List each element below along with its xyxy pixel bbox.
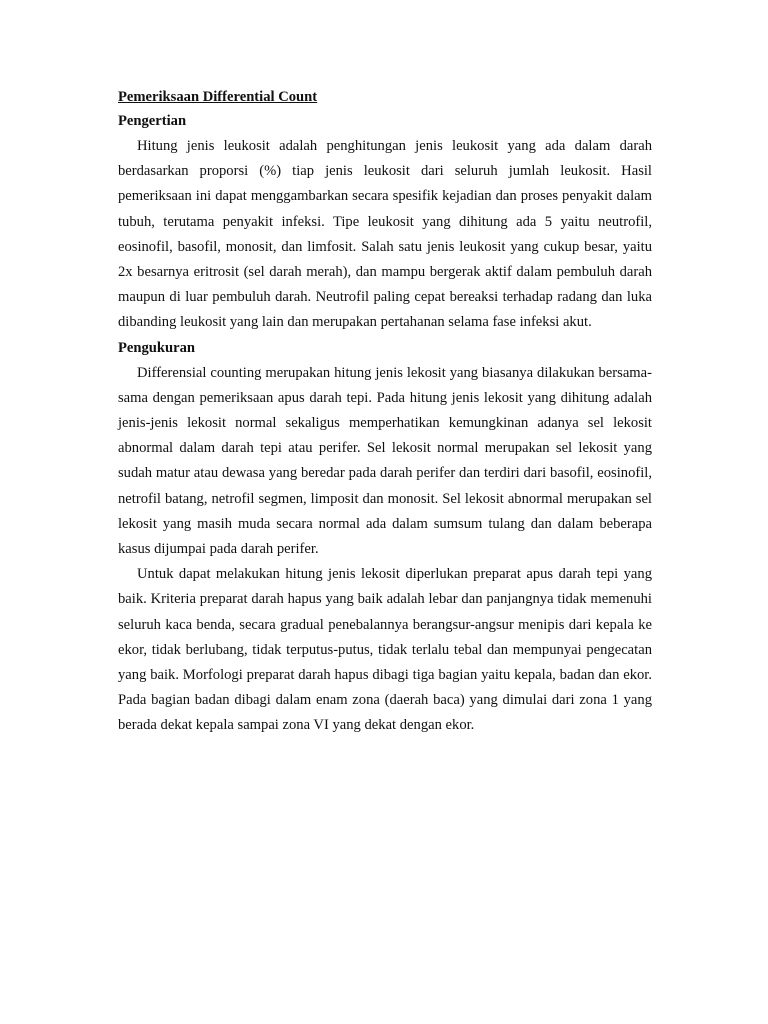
paragraph: Differensial counting merupakan hitung jenis lekosit yang biasanya dilakukan bersama-sama dengan pemeriksaan apus darah tepi. Pada hitung jenis lekosit yang dihitung adalah jenis-jenis lekosit normal sekaligus memperhatikan kemungkinan adanya sel lekosit abnormal dalam darah tepi atau perifer. Sel lekosit normal merupakan sel lekosit yang sudah matur atau dewasa yang beredar pada darah perifer dan terdiri dari basofil, eosinofil, netrofil batang, netrofil segmen, limposit dan monosit. Sel lekosit abnormal merupakan sel lekosit yang masih muda secara normal ada dalam sumsum tulang dan dalam beberapa kasus dijumpai pada darah perifer. — [118, 364, 652, 558]
section-heading-pengukuran: Pengukuran — [118, 339, 196, 356]
paragraph: Hitung jenis leukosit adalah penghitungan jenis leukosit yang ada dalam darah berdasarkan proporsi (%) tiap jenis leukosit dari seluruh jumlah leukosit. Hasil pemeriksaan ini dapat menggambarkan secara spesifik kejadian dan proses penyakit dalam tubuh, terutama penyakit infeksi. Tipe leukosit yang dihitung ada 5 yaitu neutrofil, eosinofil, basofil, monosit, dan limfosit. Salah satu jenis leukosit yang cukup besar, yaitu 2x besarnya eritrosit (sel darah merah), dan mampu bergerak aktif dalam pembuluh darah maupun di luar pembuluh darah. Neutrofil paling cepat bereaksi terhadap radang dan luka dibanding leukosit yang lain dan merupakan pertahanan selama fase infeksi akut. — [118, 138, 652, 331]
document-page — [118, 86, 652, 739]
document-title: Pemeriksaan Differential Count — [118, 89, 318, 105]
section-heading-pengertian: Pengertian — [118, 113, 187, 129]
paragraph: Untuk dapat melakukan hitung jenis lekosit diperlukan preparat apus darah tepi yang baik. Kriteria preparat darah hapus yang baik adalah lebar dan panjangnya tidak memenuhi seluruh kaca benda, secara gradual penebalannya berangsur-angsur menipis dari kepala ke ekor, tidak berlubang, tidak terputus-putus, tidak terlalu tebal dan mempunyai pengecatan yang baik. Morfologi preparat darah hapus dibagi tiga bagian yaitu kepala, badan dan ekor. Pada bagian badan dibagi dalam enam zona (daerah baca) yang dimulai dari zona 1 yang berada dekat kepala sampai zona VI yang dekat dengan ekor. — [118, 566, 652, 734]
